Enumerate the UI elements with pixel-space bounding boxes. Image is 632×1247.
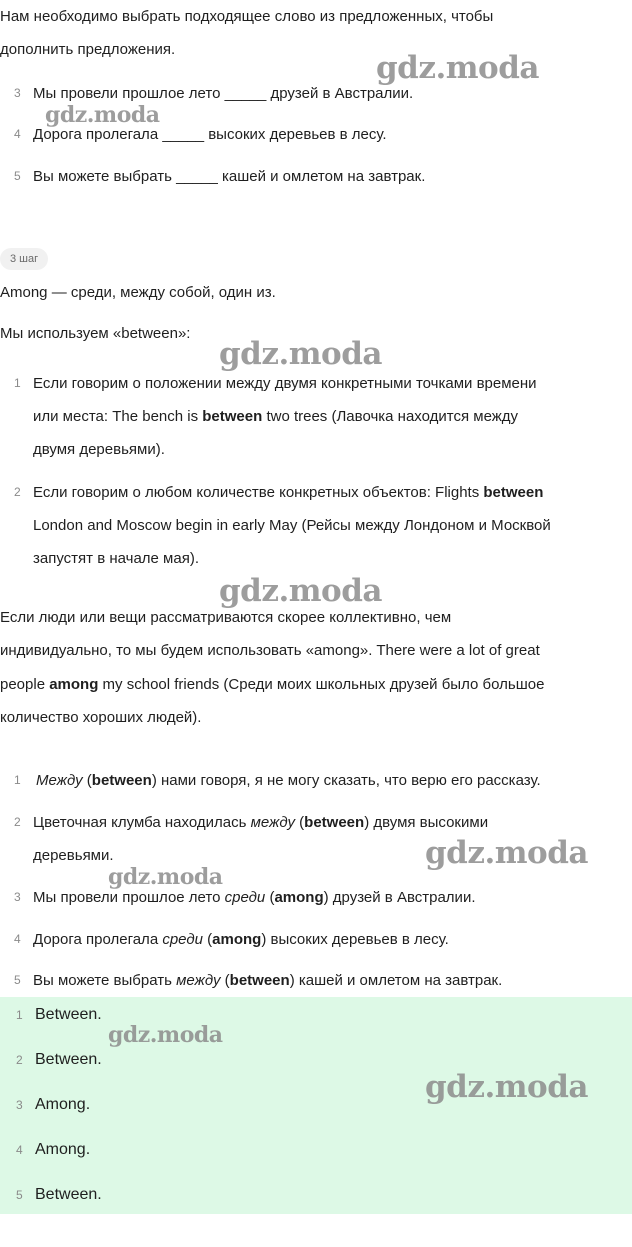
- rule-line: двумя деревьями).: [33, 441, 165, 458]
- answer-text: Among.: [35, 1096, 91, 1113]
- rule-line: Если говорим о любом количестве конкретных объектов: Flights between: [33, 484, 544, 501]
- answer-word: between: [304, 814, 365, 831]
- solution-text: Цветочная клумба находилась между (between) двумя высокими: [33, 814, 489, 831]
- answer-text: Between.: [35, 1051, 102, 1068]
- item-number: 3: [16, 1098, 23, 1112]
- item-number: 2: [14, 815, 21, 829]
- collective-line-3: people among my school friends (Среди моих школьных друзей было большое: [0, 676, 545, 693]
- item-number: 1: [14, 773, 21, 787]
- item-text: Дорога пролегала _____ высоких деревьев в лесу.: [33, 126, 387, 143]
- item-number: 2: [16, 1053, 23, 1067]
- watermark: gdz.moda: [108, 864, 223, 890]
- watermark: gdz.moda: [425, 835, 588, 871]
- answer-block: [0, 997, 632, 1214]
- item-number: 1: [14, 376, 21, 390]
- item-text: Вы можете выбрать _____ кашей и омлетом на завтрак.: [33, 168, 426, 185]
- collective-line-4: количество хороших людей).: [0, 709, 202, 726]
- item-text: Мы провели прошлое лето _____ друзей в Австралии.: [33, 85, 414, 102]
- step-badge: 3 шаг: [0, 248, 48, 270]
- answer-word: between: [229, 972, 290, 989]
- answer-word: between: [91, 772, 152, 789]
- item-number: 4: [14, 932, 21, 946]
- item-number: 5: [16, 1188, 23, 1202]
- item-number: 5: [14, 169, 21, 183]
- collective-line-2: индивидуально, то мы будем использовать «among». There were a lot of great: [0, 642, 540, 659]
- translation-word: Между: [36, 772, 83, 789]
- item-number: 5: [14, 973, 21, 987]
- watermark: gdz.moda: [219, 573, 382, 609]
- watermark: gdz.moda: [219, 336, 382, 372]
- watermark: gdz.moda: [108, 1022, 223, 1048]
- keyword-among: among: [49, 676, 99, 693]
- answer-text: Between.: [35, 1006, 102, 1023]
- watermark: gdz.moda: [425, 1069, 588, 1105]
- solution-text: деревьями.: [33, 847, 114, 864]
- rule-line: London and Moscow begin in early May (Рейсы между Лондоном и Москвой: [33, 517, 551, 534]
- rule-line: Если говорим о положении между двумя конкретными точками времени: [33, 375, 537, 392]
- answer-text: Among.: [35, 1141, 91, 1158]
- watermark: gdz.moda: [376, 50, 539, 86]
- answer-word: among: [274, 889, 324, 906]
- item-number: 3: [14, 86, 21, 100]
- among-definition: Among — среди, между собой, один из.: [0, 284, 276, 301]
- keyword-between: between: [202, 408, 263, 425]
- rule-line: запустят в начале мая).: [33, 550, 199, 567]
- answer-word: among: [212, 931, 262, 948]
- intro-line-2: дополнить предложения.: [0, 41, 176, 58]
- solution-text: Дорога пролегала среди (among) высоких деревьев в лесу.: [33, 931, 449, 948]
- item-number: 2: [14, 485, 21, 499]
- item-number: 1: [16, 1008, 23, 1022]
- between-intro: Мы используем «between»:: [0, 325, 191, 342]
- item-number: 4: [16, 1143, 23, 1157]
- solution-text: Вы можете выбрать между (between) кашей и омлетом на завтрак.: [33, 972, 503, 989]
- solution-text: Мы провели прошлое лето среди (among) друзей в Австралии.: [33, 889, 476, 906]
- watermark: gdz.moda: [45, 102, 160, 128]
- solution-text: Между (between) нами говоря, я не могу сказать, что верю его рассказу.: [36, 772, 541, 789]
- translation-word: среди: [224, 889, 266, 906]
- rule-line: или места: The bench is between two trees (Лавочка находится между: [33, 408, 519, 425]
- item-number: 3: [14, 890, 21, 904]
- answer-text: Between.: [35, 1186, 102, 1203]
- intro-line-1: Нам необходимо выбрать подходящее слово из предложенных, чтобы: [0, 8, 494, 25]
- keyword-between: between: [483, 484, 544, 501]
- translation-word: между: [250, 814, 295, 831]
- collective-line-1: Если люди или вещи рассматриваются скорее коллективно, чем: [0, 609, 452, 626]
- translation-word: между: [176, 972, 221, 989]
- item-number: 4: [14, 127, 21, 141]
- translation-word: среди: [162, 931, 203, 948]
